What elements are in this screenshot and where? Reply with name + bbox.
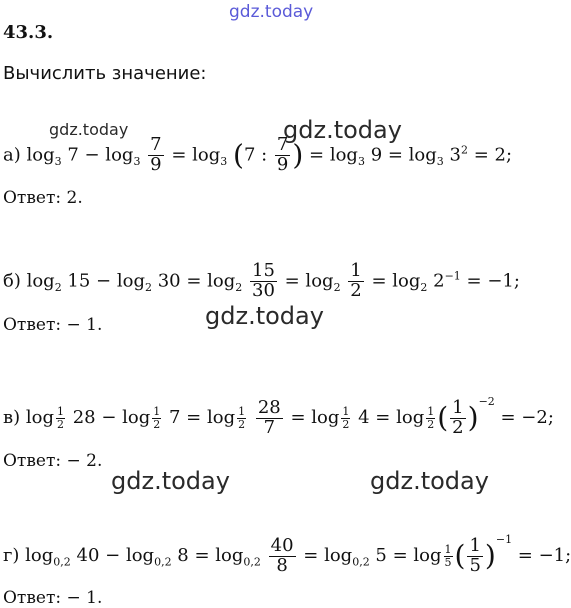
- answer-d: Ответ: − 1.: [3, 588, 103, 608]
- watermark-b: gdz.today: [205, 302, 324, 330]
- answer-a: Ответ: 2.: [3, 188, 83, 208]
- equation-b: б) $\log_2 15 - \log_2 30 = \log_2$ $\frac{15}{30}$ = $\log_2$ $\frac{1}{2}$ = $\log_2 2^{-1} = -1$;: [3, 260, 520, 301]
- intro-text: Вычислить значение:: [3, 63, 207, 84]
- answer-b: Ответ: − 1.: [3, 315, 103, 335]
- equation-c: в) log $\frac{1}{2}$ 28 − log $\frac{1}{2}$ 7 = log $\frac{1}{2}$ $\frac{28}{7}$ = log $\frac{1}{2}$ 4 = log $\frac{1}{2}$ ( $\frac{1}{2}$ )$^{-2}$ = −2;: [3, 395, 554, 438]
- equation-d: г) $\log_{0,2} 40 - \log_{0,2} 8 = \log_{0,2}$ $\frac{40}{8}$ = $\log_{0,2} 5 = \log$ $\frac{1}{5}$ ( $\frac{1}{5}$ )$^{-1}$ = −1;: [3, 533, 571, 576]
- label-d: г): [3, 545, 20, 566]
- problem-number: 43.3.: [3, 22, 54, 43]
- watermark-c-right: gdz.today: [370, 467, 489, 495]
- equation-a: а) $\log_3 7 - \log_3$ $\frac{7}{9}$ = $\log_3 (7$ : $\frac{7}{9}$ ) = $\log_3 9 = \log_3 3^2 = 2$;: [3, 134, 513, 175]
- label-a: а): [3, 144, 21, 166]
- watermark-c-left: gdz.today: [111, 467, 230, 495]
- label-b: б): [3, 270, 21, 292]
- watermark-a-large: gdz.today: [283, 116, 402, 144]
- label-c: в): [3, 407, 21, 428]
- watermark-top: gdz.today: [229, 2, 314, 22]
- answer-c: Ответ: − 2.: [3, 451, 103, 471]
- watermark-a-small: gdz.today: [49, 120, 129, 139]
